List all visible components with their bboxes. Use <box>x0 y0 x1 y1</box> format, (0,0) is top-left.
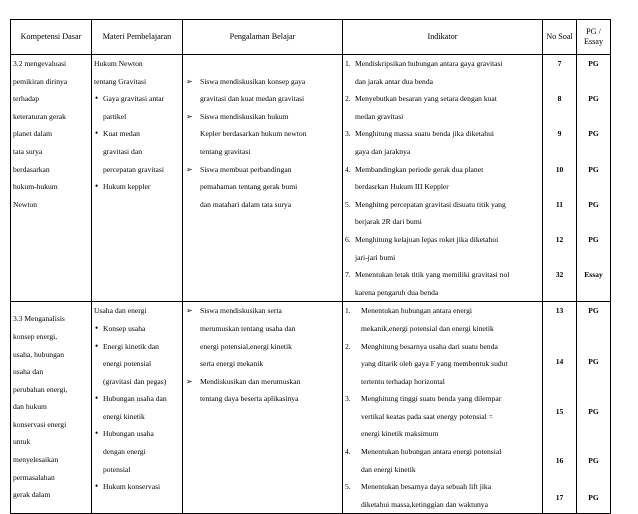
pengalaman-list <box>185 73 340 214</box>
indikator-number: 2. <box>345 341 351 351</box>
pg-essay-value: Essay <box>584 270 603 280</box>
no-soal-value: 17 <box>555 492 564 502</box>
kompetensi-line: pemikiran dirinya <box>13 76 68 86</box>
indikator-line: berjarak 2R dari bumi <box>355 217 422 227</box>
indikator-line: energi kinetik maksimum <box>361 429 439 439</box>
materi-title: tentang Gravitasi <box>94 76 147 86</box>
indikator-number: 6. <box>345 234 351 244</box>
pengalaman-line: merumuskan tentang usaha dan <box>200 323 296 333</box>
pg-essay-group <box>577 353 610 402</box>
indikator-text <box>355 125 494 160</box>
indikator-line: Menentukan letak titik yang memiliki gravitasi nol <box>355 270 510 280</box>
indikator-line: Menghitng percepatan gravitasi disuatu titik yang <box>355 199 506 209</box>
indikator-line: Menghitung tinggi suatu benda yang dilempar <box>361 394 502 404</box>
no-soal-value: 8 <box>557 94 562 104</box>
pengalaman-line: tentang gravitasi <box>200 146 251 156</box>
no-soal-group <box>543 231 576 266</box>
pengalaman-item <box>185 108 340 161</box>
kompetensi-line: keteraturan gerak <box>13 111 66 121</box>
indikator-item <box>345 266 540 301</box>
header-no-soal: No Soal <box>543 20 577 55</box>
pengalaman-line: ➢ Mendiskusikan dan merumuskan <box>200 376 301 386</box>
indikator-line: Menentukan hubungan antara energi potensial <box>361 447 502 457</box>
no-soal-group <box>543 196 576 231</box>
pg-essay-group <box>577 90 610 125</box>
pengalaman-line: ➢ Siswa mendiskusikan hukum <box>200 111 289 121</box>
indikator-text <box>361 302 494 337</box>
pengalaman-line: serta energi mekanik <box>200 359 264 369</box>
indikator-number: 4. <box>345 447 351 457</box>
indikator-line: Menentukan hubungan antara energi <box>361 306 472 316</box>
pg-essay-value: PG <box>588 455 599 465</box>
pg-essay-value: PG <box>588 199 599 209</box>
kompetensi-line: perubahan energi, <box>13 384 68 394</box>
indikator-number: 2. <box>345 94 351 104</box>
indikator-line: tertentu terhadap horizontal <box>361 376 445 386</box>
indikator-item <box>345 125 540 160</box>
pg-essay-value: PG <box>588 94 599 104</box>
indikator-item <box>345 90 540 125</box>
kompetensi-line: berdasarkan <box>13 164 50 174</box>
indikator-cell <box>343 302 542 513</box>
pg-essay-group <box>577 125 610 160</box>
materi-line: • Hukum keppler <box>103 182 151 192</box>
pg-essay-cell <box>577 55 610 301</box>
indikator-item <box>345 443 540 478</box>
pengalaman-list <box>185 302 340 408</box>
materi-line: • Hubungan usaha <box>103 429 154 439</box>
kompetensi-line: 3.2 mengevaluasi <box>13 59 67 68</box>
no-soal-value: 12 <box>555 234 564 244</box>
pg-essay-value: PG <box>588 406 599 416</box>
indikator-line: yang ditarik oleh gaya F yang membentuk sudut <box>361 359 508 369</box>
pg-essay-value: PG <box>588 357 599 367</box>
no-soal-value: 32 <box>555 270 564 280</box>
pengalaman-cell <box>183 302 342 408</box>
materi-cell <box>92 55 182 196</box>
indikator-item <box>345 390 540 443</box>
indikator-text <box>355 161 483 196</box>
indikator-item <box>345 302 540 337</box>
pengalaman-item <box>185 302 340 372</box>
kisi-kisi-table <box>10 19 611 514</box>
indikator-text <box>361 478 491 513</box>
materi-list <box>94 320 180 496</box>
indikator-line: berdasrkan Hukum III Keppler <box>355 182 449 192</box>
indikator-item <box>345 55 540 90</box>
pg-essay-cell <box>577 302 610 506</box>
kompetensi-line: konservasi energi <box>13 419 67 429</box>
materi-cell <box>92 302 182 496</box>
indikator-item <box>345 231 540 266</box>
no-soal-value: 13 <box>555 306 564 316</box>
indikator-item <box>345 478 540 513</box>
no-soal-value: 11 <box>555 199 564 209</box>
pg-essay-group <box>577 196 610 231</box>
pg-essay-value: PG <box>588 234 599 244</box>
pengalaman-line: ➢ Siswa mendiskusikan serta <box>200 306 282 316</box>
kompetensi-line: hukum-hukum <box>13 182 58 192</box>
indikator-number: 5. <box>345 482 351 492</box>
pg-essay-group <box>577 452 610 489</box>
no-soal-value: 15 <box>555 406 564 416</box>
indikator-line: Menyebutkan besaran yang setara dengan kuat <box>355 94 497 104</box>
indikator-number: 5. <box>345 199 351 209</box>
pg-essay-group <box>577 302 610 353</box>
no-soal-group <box>543 353 576 402</box>
materi-item <box>94 390 180 425</box>
pengalaman-line: ➢ Siswa mendiskusikan konsep gaya <box>200 76 306 86</box>
kompetensi-line: terhadap <box>13 94 40 104</box>
materi-line: • Energi kinetik dan <box>103 341 159 351</box>
pengalaman-item <box>185 73 340 108</box>
header-row <box>11 20 611 55</box>
kompetensi-line: gerak dalam <box>13 490 51 500</box>
indikator-line: jari-jari bumi <box>355 252 396 262</box>
materi-line: dengan energi <box>103 447 146 457</box>
kompetensi-line: 3.3 Menganalisis <box>13 314 65 324</box>
indikator-item <box>345 196 540 231</box>
materi-item <box>94 125 180 178</box>
header-kompetensi: Kompetensi Dasar <box>11 20 92 55</box>
indikator-number: 1. <box>345 306 351 316</box>
pg-essay-group <box>577 403 610 452</box>
no-soal-value: 14 <box>555 357 564 367</box>
indikator-number: 3. <box>345 394 351 404</box>
materi-line: • Kuat medan <box>103 129 140 139</box>
kompetensi-cell <box>11 302 91 504</box>
materi-line: (gravitasi dan pegas) <box>103 376 167 386</box>
kompetensi-line: konsep energi, <box>13 331 58 341</box>
pg-essay-value: PG <box>588 59 599 68</box>
kompetensi-line: usaha dan <box>13 367 44 377</box>
no-soal-cell <box>543 302 576 506</box>
indikator-text <box>355 231 498 266</box>
table-row-kd-3-2 <box>11 55 611 302</box>
pg-essay-value: PG <box>588 164 599 174</box>
indikator-number: 1. <box>345 59 351 68</box>
no-soal-value: 9 <box>557 129 562 139</box>
no-soal-group <box>543 266 576 301</box>
indikator-line: dan jarak antar dua benda <box>355 76 434 86</box>
pg-essay-group <box>577 231 610 266</box>
pg-essay-group <box>577 161 610 196</box>
kompetensi-line: planet dalam <box>13 129 53 139</box>
kompetensi-line: Newton <box>13 199 38 209</box>
materi-item <box>94 178 180 196</box>
indikator-line: Menghitung besarnya usaha dari suatu benda <box>361 341 498 351</box>
pg-essay-group <box>577 55 610 90</box>
indikator-line: medan gravitasi <box>355 111 404 121</box>
materi-line: potensial <box>103 464 131 474</box>
no-soal-value: 10 <box>555 164 564 174</box>
pg-essay-group <box>577 489 610 507</box>
no-soal-group <box>543 161 576 196</box>
materi-item <box>94 478 180 496</box>
header-materi: Materi Pembelajaran <box>92 20 183 55</box>
materi-item <box>94 90 180 125</box>
indikator-line: Menghitung kelajuan lepas roket jika diketahui <box>355 234 499 244</box>
pengalaman-line: pemahaman tentang gerak bumi <box>200 182 298 192</box>
materi-item <box>94 425 180 478</box>
indikator-item <box>345 161 540 196</box>
materi-line: • Hukum konservasi <box>103 482 161 492</box>
pengalaman-item <box>185 373 340 408</box>
indikator-line: mekanik,energi potensial dan energi kinetik <box>361 323 494 333</box>
materi-line: partikel <box>103 111 127 121</box>
materi-line: gravitasi dan <box>103 146 143 156</box>
no-soal-group <box>543 403 576 452</box>
indikator-line: Mendiskripsikan hubungan antara gaya gravitasi <box>355 59 503 68</box>
kompetensi-line: dan hukum <box>13 402 47 412</box>
indikator-text <box>355 55 503 90</box>
indikator-text <box>361 443 501 478</box>
no-soal-group <box>543 90 576 125</box>
indikator-number: 3. <box>345 129 351 139</box>
materi-item <box>94 320 180 338</box>
materi-line: • Konsep usaha <box>103 323 146 333</box>
indikator-cell <box>343 55 542 301</box>
kompetensi-line: permasalahan <box>13 472 55 482</box>
pengalaman-line: energi potensial,energi kinetik <box>200 341 292 351</box>
indikator-text <box>361 390 501 443</box>
table-row-kd-3-3 <box>11 302 611 514</box>
no-soal-group <box>543 125 576 160</box>
materi-line: energi potensial <box>103 359 152 369</box>
indikator-line: Menghitung massa suatu benda jika diketahui <box>355 129 494 139</box>
no-soal-value: 7 <box>557 59 562 68</box>
indikator-text <box>355 90 497 125</box>
indikator-line: Menentukan besarnya daya sebuah lift jika <box>361 482 492 492</box>
header-indikator: Indikator <box>343 20 543 55</box>
indikator-line: karena pengaruh dua benda <box>355 287 439 297</box>
materi-list <box>94 90 180 196</box>
indikator-line: dan energi kinetik <box>361 464 416 474</box>
indikator-number: 4. <box>345 164 351 174</box>
materi-title: Usaha dan energi <box>94 306 147 316</box>
header-pg-essay: PG / Essay <box>577 20 611 55</box>
pengalaman-line: Kepler berdasarkan hukum newton <box>200 129 307 139</box>
indikator-item <box>345 338 540 391</box>
no-soal-cell <box>543 55 576 301</box>
indikator-text <box>355 196 506 231</box>
no-soal-group <box>543 55 576 90</box>
kompetensi-line: tata surya <box>13 146 43 156</box>
pg-essay-group <box>577 266 610 301</box>
no-soal-value: 16 <box>555 455 564 465</box>
kompetensi-line: untuk <box>13 437 31 447</box>
indikator-line: Membandingkan periode gerak dua planet <box>355 164 484 174</box>
pg-essay-value: PG <box>588 129 599 139</box>
indikator-line: diketahui massa,ketinggian dan waktunya <box>361 499 488 509</box>
materi-line: • Hubungan usaha dan <box>103 394 167 404</box>
materi-title: Hukum Newton <box>94 59 143 68</box>
kompetensi-line: menyelesaikan <box>13 455 59 465</box>
pengalaman-line: ➢ Siswa membuat perbandingan <box>200 164 292 174</box>
pengalaman-line: tentang daya beserta aplikasinya <box>200 394 299 404</box>
pengalaman-line: gravitasi dan kuat medan gravitasi <box>200 94 305 104</box>
materi-line: energi kinetik <box>103 411 145 421</box>
pg-essay-value: PG <box>588 306 599 316</box>
indikator-text <box>355 266 509 301</box>
materi-line: • Gaya gravitasi antar <box>103 94 165 104</box>
indikator-number: 7. <box>345 270 351 280</box>
no-soal-group <box>543 452 576 489</box>
kompetensi-line: usaha, hubungan <box>13 349 65 359</box>
no-soal-group <box>543 489 576 507</box>
pengalaman-cell <box>183 55 342 213</box>
indikator-text <box>361 338 508 391</box>
pengalaman-item <box>185 161 340 214</box>
materi-line: percepatan gravitasi <box>103 164 164 174</box>
pg-essay-value: PG <box>588 492 599 502</box>
indikator-line: vertikal keatas pada saat energy potensial = <box>361 411 493 421</box>
indikator-line: gaya dan jaraknya <box>355 146 411 156</box>
pengalaman-line: dan matahari dalam tata surya <box>200 199 292 209</box>
no-soal-group <box>543 302 576 353</box>
header-pengalaman: Pengalaman Belajar <box>183 20 343 55</box>
kompetensi-cell <box>11 55 91 213</box>
materi-item <box>94 338 180 391</box>
